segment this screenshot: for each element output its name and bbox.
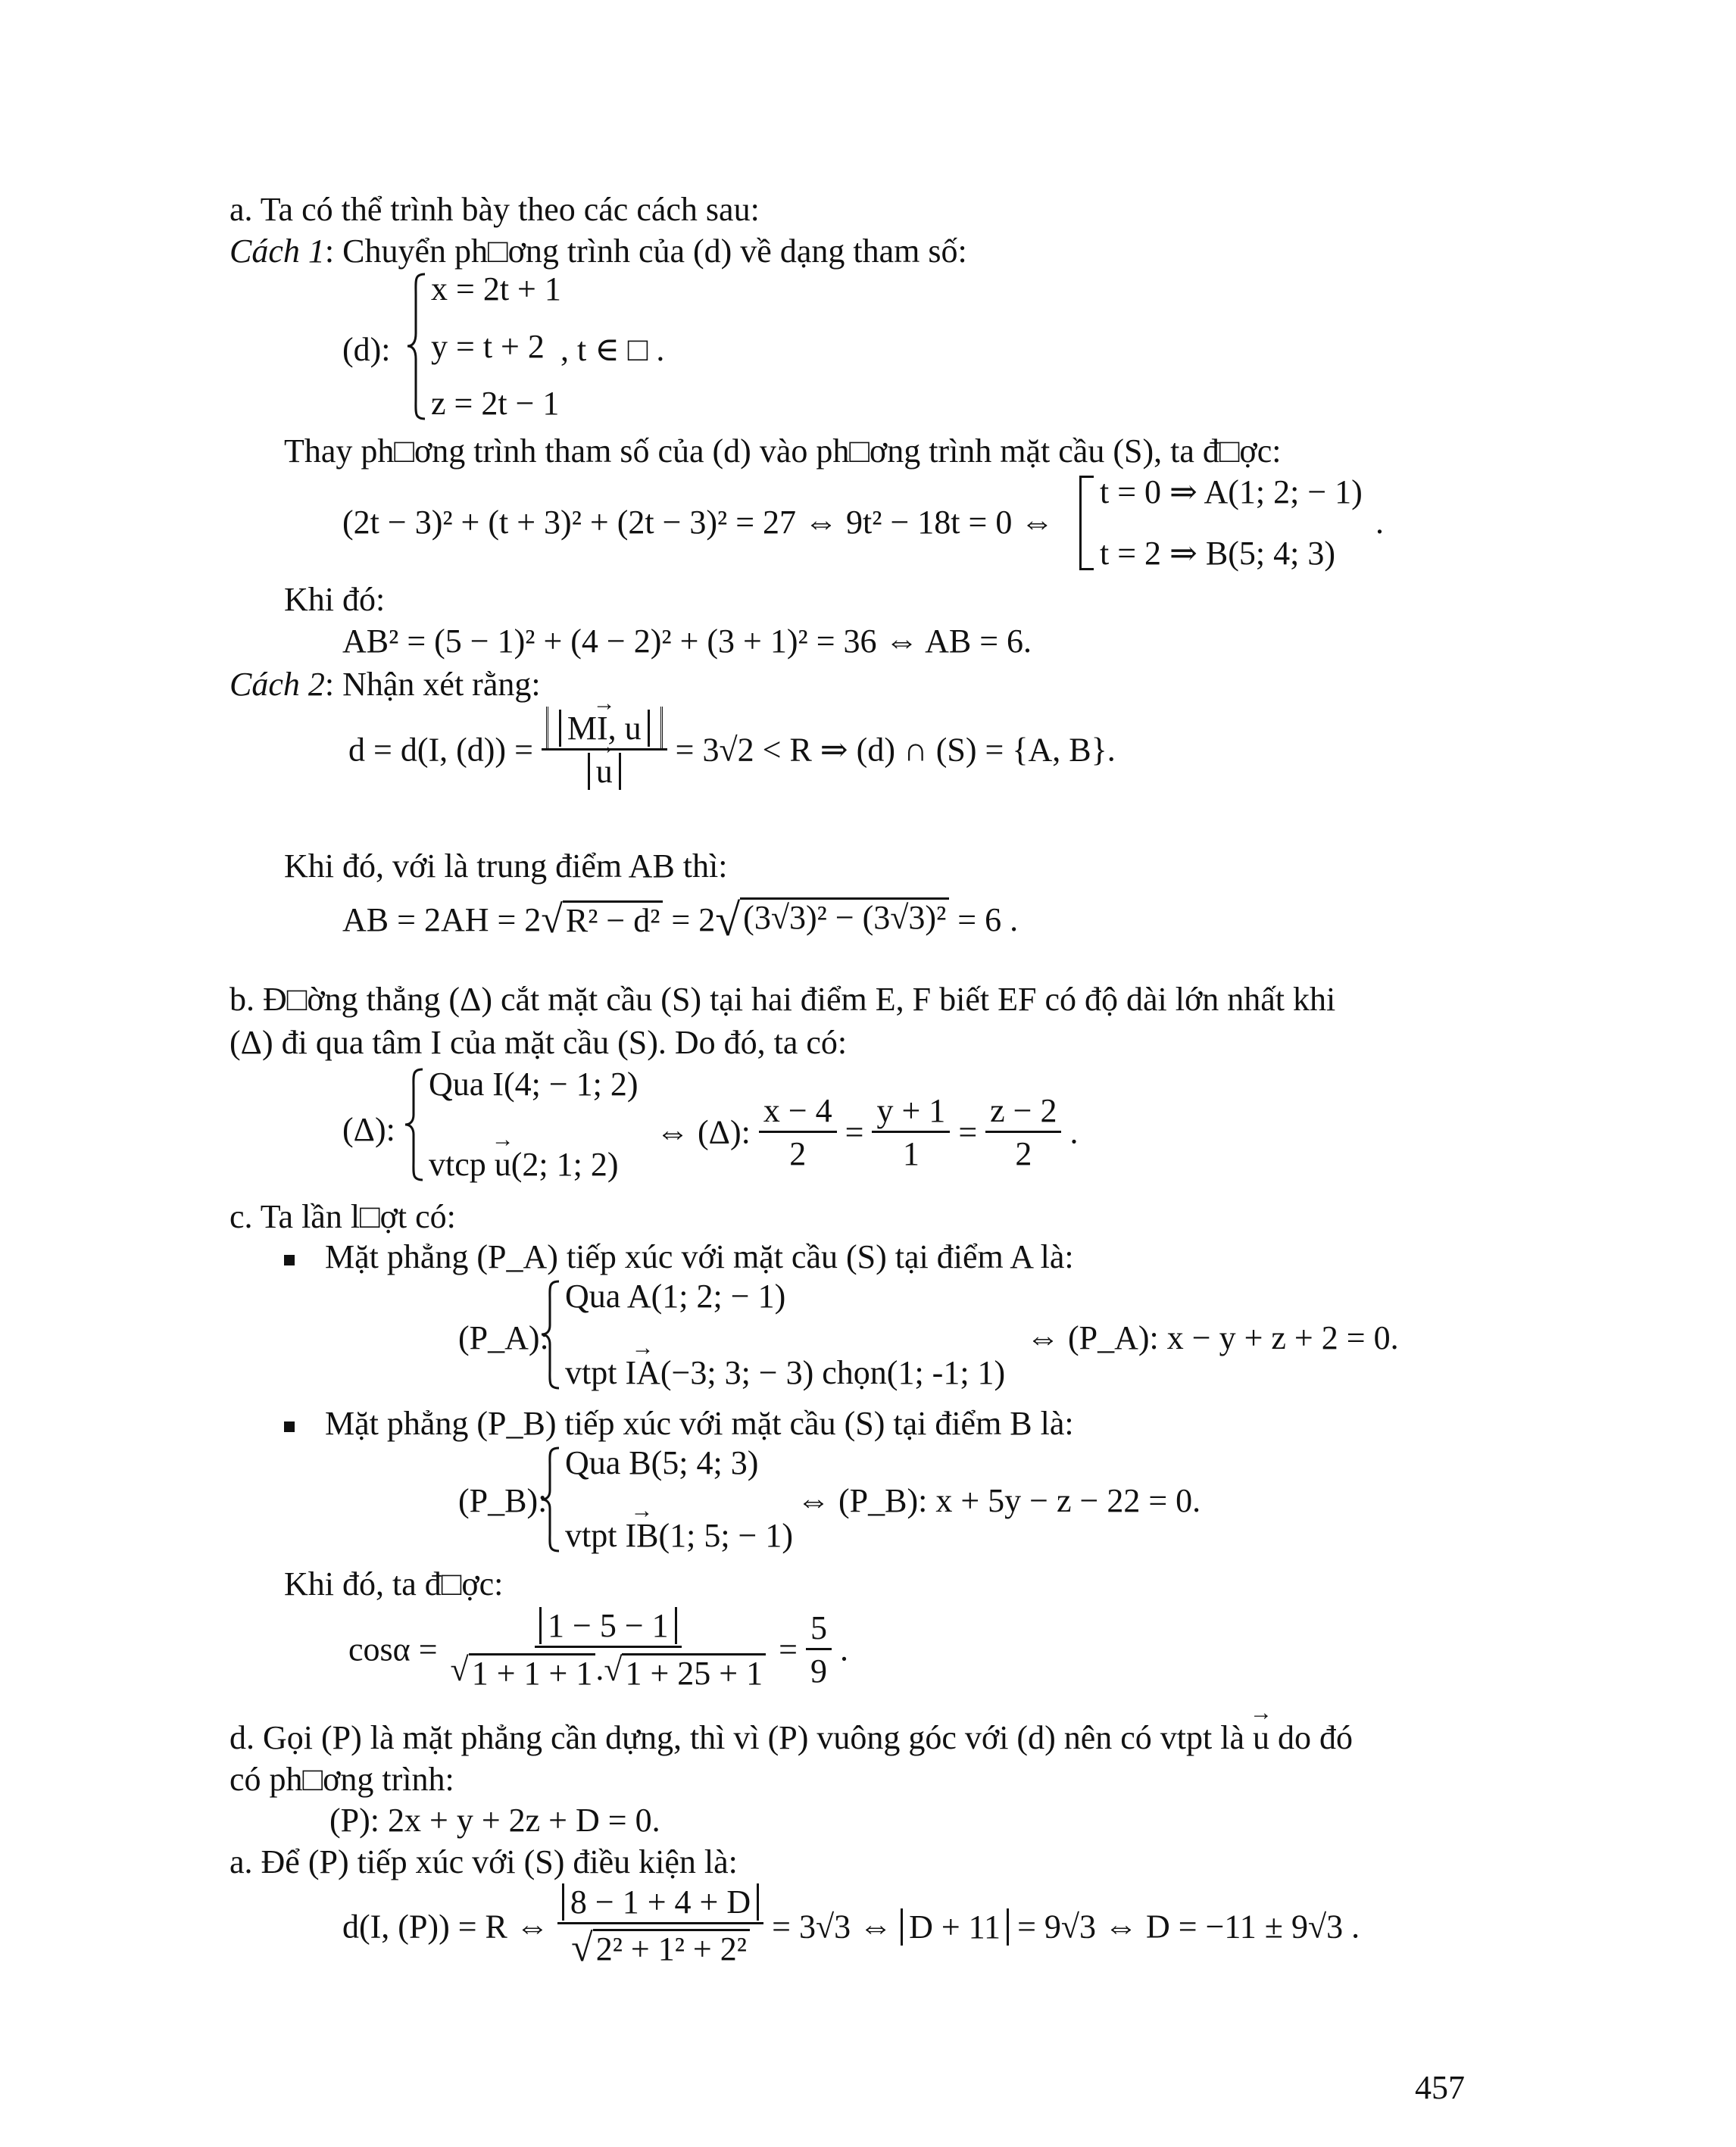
page-number: 457: [1415, 2069, 1465, 2106]
cos-den-1: 1 + 1 + 1: [469, 1653, 596, 1690]
cos-end: .: [839, 1631, 848, 1668]
tangency-fraction: 8 − 1 + 4 + D √ 2² + 1² + 2²: [557, 1886, 763, 1968]
ab-length-equation: AB² = (5 − 1)² + (4 − 2)² + (3 + 1)² = 36 ⇔ AB = 6.: [342, 623, 1032, 660]
case-point-a: t = 0 ⇒ A(1; 2; − 1): [1100, 473, 1363, 510]
pa-normal-label: vtpt: [565, 1354, 626, 1391]
delta-direction: [429, 1148, 639, 1181]
part-d-line-1: [229, 1721, 1353, 1755]
line-d-system: [405, 270, 561, 422]
delta-direction-vector: → u: [495, 1148, 511, 1181]
pb-label: (P_B):: [458, 1482, 548, 1519]
pb-system: [539, 1446, 793, 1553]
bullet-icon: [284, 1421, 295, 1432]
pb-normal-vector: → IB: [625, 1519, 658, 1553]
tangency-denominator: 2² + 1² + 2²: [593, 1929, 750, 1968]
cos-numerator: 1 − 5 − 1: [539, 1607, 677, 1644]
part-b-line-2: (Δ) đi qua tâm I của mặt cầu (S). Do đó, ta có:: [229, 1024, 848, 1061]
method-2-heading: [229, 668, 541, 701]
part-d-line-2: có ph□ơng trình:: [229, 1761, 454, 1798]
distance-fraction: [542, 712, 667, 788]
ab2-left: AB = 2AH = 2: [342, 901, 542, 938]
intersection-cases: [1079, 473, 1363, 572]
pb-point: Qua B(5; 4; 3): [565, 1444, 759, 1481]
pa-label: (P_A):: [458, 1319, 549, 1356]
sqrt-2: √ (3√3)² − (3√3)²: [715, 897, 949, 943]
ab2-right: = 6 .: [957, 901, 1019, 938]
part-c-intro: c. Ta lần l□ợt có:: [229, 1198, 456, 1235]
then-text-1: Khi đó:: [284, 581, 386, 618]
tangency-equation: [342, 1883, 1360, 1970]
sqrt-1: √ R² − d²: [541, 900, 663, 940]
part-d-vector: → u: [1253, 1721, 1269, 1755]
method-2-label: Cách 2: [229, 666, 325, 703]
line-d-eq-z: z = 2t − 1: [431, 385, 560, 422]
ab2-radicand-2: (3√3)² − (3√3)²: [740, 897, 949, 943]
equals-sign: =: [779, 1631, 798, 1668]
bracket-icon: [1079, 476, 1094, 570]
method-1-heading: [229, 232, 967, 270]
equals-sign: =: [845, 1113, 864, 1151]
part-b-line-1: b. Đ□ờng thẳng (Δ) cắt mặt cầu (S) tại hai điểm E, F biết EF có độ dài lớn nhất khi: [229, 981, 1336, 1018]
tangency-numerator: 8 − 1 + 4 + D: [562, 1883, 759, 1921]
part-a2-intro: a. Để (P) tiếp xúc với (S) điều kiện là:: [229, 1843, 738, 1880]
ab2-mid: = 2: [671, 901, 716, 938]
bullet-icon: [284, 1255, 295, 1265]
delta-system: [403, 1068, 639, 1181]
pb-normal: [565, 1519, 793, 1553]
part-d-text-b: do đó: [1269, 1719, 1353, 1756]
cos-den-dot: .: [595, 1650, 604, 1687]
tangency-left: d(I, (P)) = R ⇔: [342, 1908, 549, 1946]
brace-icon: [539, 1280, 562, 1390]
cos-result: $\frac{5}{9}$: [806, 1612, 832, 1688]
brace-icon: [403, 1068, 426, 1181]
ab2-radicand-1: R² − d²: [563, 900, 663, 940]
line-d-param-domain: , t ∈ □ .: [560, 331, 665, 368]
distance-den: → u: [596, 755, 613, 788]
pb-normal-coords: (1; 5; − 1): [658, 1517, 794, 1554]
substitution-equation: (2t − 3)² + (t + 3)² + (2t − 3)² = 27 ⇔ 9t² − 18t = 0 ⇔: [342, 504, 1054, 541]
brace-icon: [539, 1446, 562, 1553]
pa-normal: [565, 1356, 1005, 1390]
delta-canonical: [656, 1094, 1078, 1171]
plane-p-equation: (P): 2x + y + 2z + D = 0.: [329, 1802, 660, 1839]
substitution-end: .: [1375, 504, 1384, 541]
substitution-text: Thay ph□ơng trình tham số của (d) vào ph□ơng trình mặt cầu (S), ta đ□ợc:: [284, 432, 1282, 470]
ab-midpoint-equation: [342, 897, 1018, 943]
pa-plane-equation: ⇔ (P_A): x − y + z + 2 = 0.: [1026, 1319, 1399, 1356]
pa-bullet-line: [284, 1240, 1074, 1274]
distance-equation: [348, 712, 1116, 788]
brace-icon: [405, 273, 428, 420]
delta-fraction-z: $\frac{z - 2}{2}$: [985, 1094, 1061, 1171]
delta-direction-coords: (2; 1; 2): [510, 1146, 619, 1183]
distance-left: d = d(I, (d)) =: [348, 731, 533, 769]
cos-equation: [348, 1607, 848, 1693]
line-d-eq-x: x = 2t + 1: [431, 270, 561, 307]
tangency-r1: = 3√3 ⇔: [772, 1908, 893, 1946]
then-text-3: Khi đó, ta đ□ợc:: [284, 1565, 504, 1602]
delta-point: Qua I(4; − 1; 2): [429, 1066, 639, 1103]
pa-bullet-text: Mặt phẳng (P_A) tiếp xúc với mặt cầu (S) tại điểm A là:: [325, 1238, 1074, 1275]
delta-label: (Δ):: [342, 1111, 395, 1148]
pb-bullet-text: Mặt phẳng (P_B) tiếp xúc với mặt cầu (S) tại điểm B là:: [325, 1405, 1074, 1442]
method-2-text: : Nhận xét rằng:: [324, 666, 541, 703]
pb-plane-equation: ⇔ (P_B): x + 5y − z − 22 = 0.: [797, 1482, 1201, 1519]
delta-fraction-y: $\frac{y + 1}{1}$: [872, 1094, 950, 1171]
cos-fraction: 1 − 5 − 1 √ 1 + 1 + 1 . √ 1 + 25 + 1: [446, 1609, 771, 1690]
delta-fraction-x: $\frac{x - 4}{2}$: [759, 1094, 837, 1171]
equals-sign: =: [958, 1113, 978, 1151]
distance-num: → MI, u: [567, 712, 642, 745]
pa-system: [539, 1280, 1005, 1390]
tangency-r2: = 9√3 ⇔ D = −11 ± 9√3 .: [1017, 1908, 1360, 1946]
method-1-label: Cách 1: [229, 232, 325, 270]
pa-normal-vector: → IA: [625, 1356, 660, 1390]
case-point-b: t = 2 ⇒ B(5; 4; 3): [1100, 535, 1336, 572]
line-d-eq-y: y = t + 2: [431, 327, 545, 365]
tangency-abs: D + 11: [901, 1908, 1009, 1946]
pa-normal-coords: (−3; 3; − 3) chọn(1; -1; 1): [660, 1354, 1006, 1391]
then-text-2: Khi đó, với là trung điểm AB thì:: [284, 847, 728, 885]
delta-end: .: [1069, 1113, 1079, 1151]
pb-bullet-line: [284, 1407, 1074, 1440]
part-a-intro: a. Ta có thể trình bày theo các cách sau:: [229, 191, 760, 228]
pb-normal-label: vtpt: [565, 1517, 626, 1554]
line-d-label: (d):: [342, 331, 391, 368]
cos-left: cosα =: [348, 1631, 438, 1668]
method-1-text: : Chuyển ph□ơng trình của (d) về dạng tham số:: [324, 232, 967, 270]
delta-direction-label: vtcp: [429, 1146, 495, 1183]
distance-right: = 3√2 < R ⇒ (d) ∩ (S) = {A, B}.: [675, 731, 1116, 769]
pa-point: Qua A(1; 2; − 1): [565, 1278, 786, 1315]
delta-eq-prefix: ⇔ (Δ):: [656, 1113, 751, 1151]
part-d-text-a: d. Gọi (P) là mặt phẳng cần dựng, thì vì (P) vuông góc với (d) nên có vtpt là: [229, 1719, 1253, 1756]
cos-den-2: 1 + 25 + 1: [622, 1653, 766, 1690]
